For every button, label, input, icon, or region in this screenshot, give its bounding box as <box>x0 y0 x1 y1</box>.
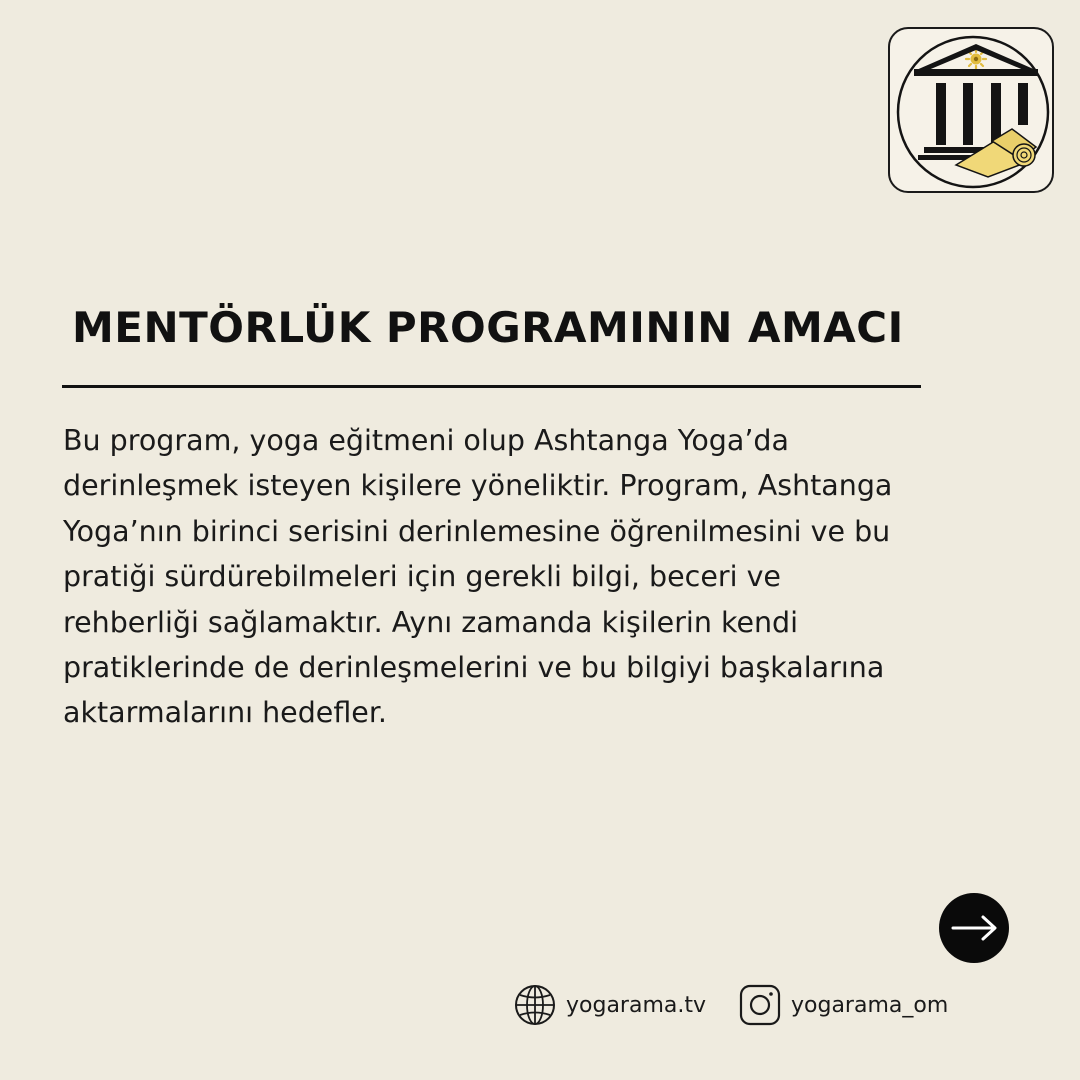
next-slide-button[interactable] <box>939 893 1009 963</box>
temple-yoga-mat-logo-icon <box>890 29 1056 195</box>
instagram-link[interactable] <box>739 984 948 1026</box>
arrow-right-icon <box>939 893 1009 963</box>
program-description: Bu program, yoga eğitmeni olup Ashtanga Yoga’da derinleşmek isteyen kişilere yöneliktir. Program, Ashtanga Yoga’nın birinci serisini derinlemesine öğrenilmesini ve bu pratiği sürdürebilmeleri için gerekli bilgi, beceri ve rehberliği sağlamaktır. Aynı zamanda kişilerin kendi pratiklerinde de derinleşmelerini ve bu bilgiyi başkalarına aktarmalarını hedefler. <box>63 424 893 730</box>
page-title: MENTÖRLÜK PROGRAMININ AMACI <box>72 303 904 352</box>
globe-icon <box>514 984 556 1026</box>
brand-logo <box>888 27 1054 193</box>
website-link[interactable] <box>514 984 706 1026</box>
website-label: yogarama.tv <box>566 992 707 1018</box>
instagram-icon <box>739 984 781 1026</box>
title-divider <box>62 385 921 388</box>
instagram-label: yogarama_om <box>791 992 949 1018</box>
